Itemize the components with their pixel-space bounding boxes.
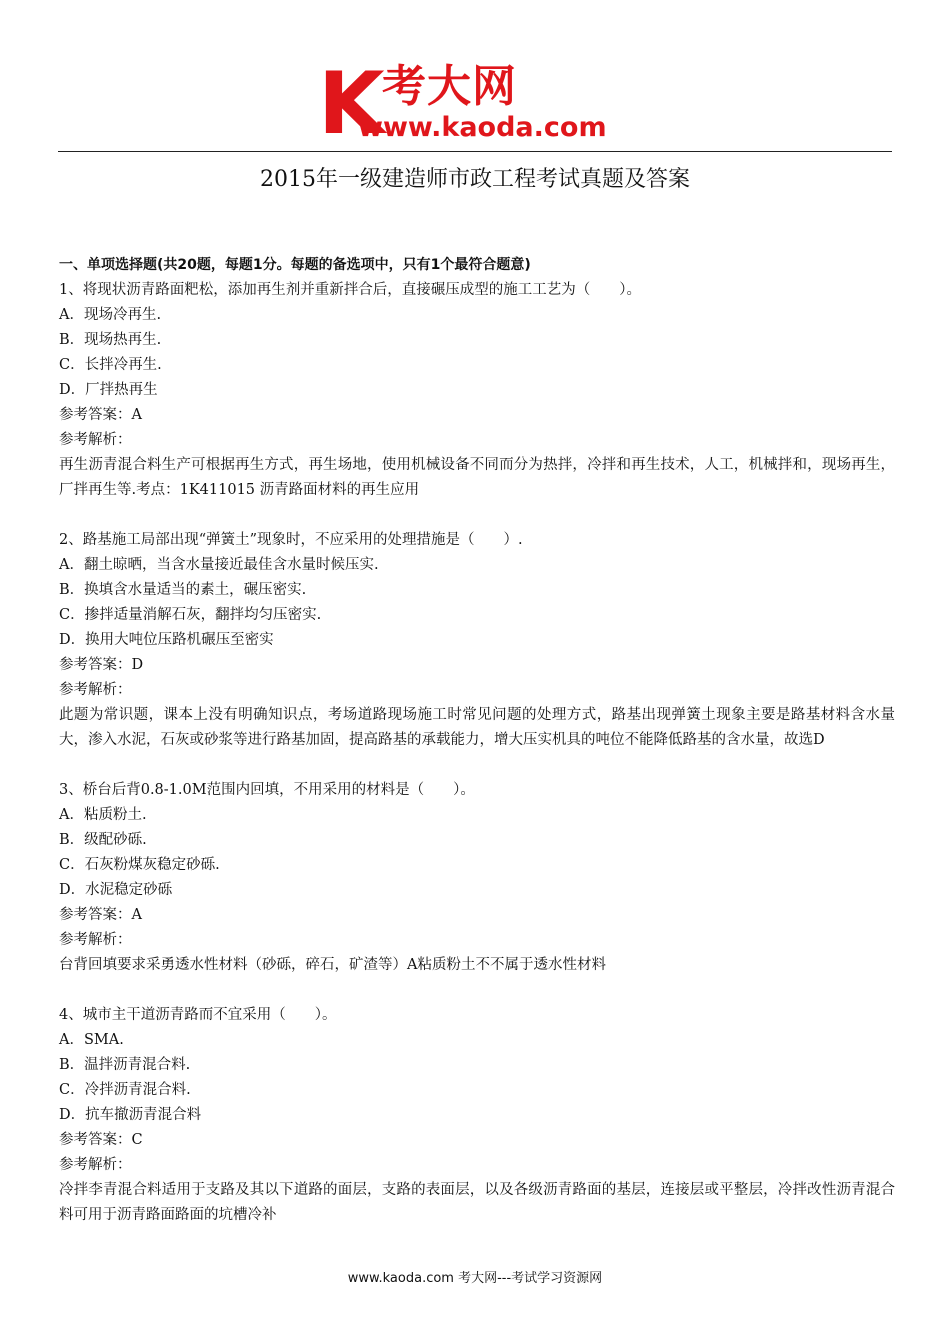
option-d: D．抗车撤沥青混合料	[59, 1107, 202, 1123]
option-d: D．厂拌热再生	[59, 382, 158, 398]
option-d: D．换用大吨位压路机碾压至密实	[59, 632, 274, 648]
option-c: C．冷拌沥青混合料.	[59, 1082, 191, 1098]
question-block	[59, 778, 895, 978]
analysis-text: 台背回填要求采勇透水性材料（砂砾，碎石，矿渣等）A粘质粉土不不属于透水性材料	[59, 957, 606, 973]
analysis-label: 参考解析：	[59, 682, 132, 698]
analysis-label: 参考解析：	[59, 432, 132, 448]
reference-answer: 参考答案：C	[59, 1132, 143, 1148]
question-stem: 3、桥台后背0.8-1.0M范围内回填，不用采用的材料是（ ）。	[59, 782, 475, 798]
option-b: B．级配砂砾.	[59, 832, 147, 848]
section-heading: 一、单项选择题(共20题，每题1分。每题的备选项中，只有1个最符合题意)	[59, 257, 531, 273]
spacer	[59, 978, 895, 1003]
document-body	[59, 253, 895, 1228]
option-b: B．温拌沥青混合料.	[59, 1057, 191, 1073]
question-stem: 1、将现状沥青路面粑松，添加再生剂并重新拌合后，直接碾压成型的施工工艺为（ ）。	[59, 282, 641, 298]
option-c: C．石灰粉煤灰稳定砂砾.	[59, 857, 220, 873]
analysis-label: 参考解析：	[59, 932, 132, 948]
analysis-text: 再生沥青混合料生产可根据再生方式，再生场地，使用机械设备不同而分为热拌，冷拌和再生技术，人工，机械拌和，现场再生，厂拌再生等.考点：1K411015 沥青路面材料的再生应用	[59, 457, 895, 498]
document-title: 2015年一级建造师市政工程考试真题及答案	[260, 167, 690, 192]
analysis-text: 冷拌李青混合料适用于支路及其以下道路的面层，支路的表面层，以及各级沥青路面的基层，连接层或平整层，冷拌改性沥青混合料可用于沥青路面路面的坑槽冷补	[59, 1182, 895, 1223]
option-a: A．粘质粉土.	[59, 807, 147, 823]
kaoda-logo	[318, 54, 648, 154]
question-stem: 2、路基施工局部出现“弹簧土”现象时，不应采用的处理措施是（ ）.	[59, 532, 523, 548]
spacer	[59, 503, 895, 528]
logo-url: www.kaoda.com	[358, 112, 607, 143]
option-a: A．翻土晾晒，当含水量接近最佳含水量时候压实.	[59, 557, 379, 573]
option-a: A．现场冷再生.	[59, 307, 162, 323]
analysis-text: 此题为常识题，课本上没有明确知识点，考场道路现场施工时常见问题的处理方式，路基出现弹簧土现象主要是路基材料含水量大，渗入水泥，石灰或砂浆等进行路基加固，提高路基的承载能力，增大压实机具的吨位不能降低路基的含水量，故选D	[59, 707, 895, 748]
header-divider	[58, 151, 892, 152]
page-footer: www.kaoda.com 考大网---考试学习资源网	[347, 1271, 603, 1286]
question-stem: 4、城市主干道沥青路而不宜采用（ ）。	[59, 1007, 337, 1023]
option-b: B．换填含水量适当的素土，碾压密实.	[59, 582, 307, 598]
option-c: C．掺拌适量消解石灰，翻拌均匀压密实.	[59, 607, 322, 623]
reference-answer: 参考答案：A	[59, 407, 142, 423]
question-block	[59, 528, 895, 753]
reference-answer: 参考答案：A	[59, 907, 142, 923]
option-b: B．现场热再生.	[59, 332, 162, 348]
analysis-label: 参考解析：	[59, 1157, 132, 1173]
option-d: D．水泥稳定砂砾	[59, 882, 173, 898]
reference-answer: 参考答案：D	[59, 657, 144, 673]
spacer	[59, 753, 895, 778]
question-block	[59, 1003, 895, 1228]
logo-site-name: 考大网	[382, 61, 517, 112]
question-block	[59, 278, 895, 503]
option-c: C．长拌冷再生.	[59, 357, 162, 373]
option-a: A．SMA.	[59, 1032, 124, 1048]
logo-k-mark: K	[318, 54, 381, 154]
